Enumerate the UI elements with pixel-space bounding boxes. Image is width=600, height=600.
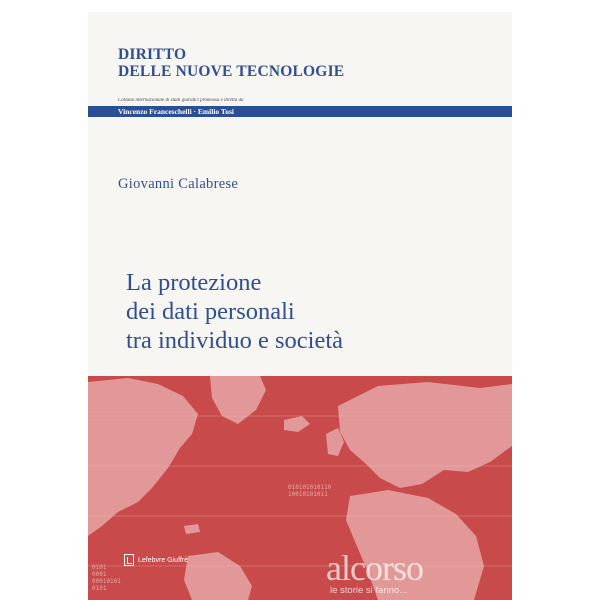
publisher-logo-icon bbox=[124, 554, 134, 566]
book-title-line-2: dei dati personali bbox=[126, 298, 295, 325]
publisher-logo bbox=[124, 554, 188, 566]
map-south-america bbox=[184, 552, 252, 600]
publisher-name: Lefebvre Giuffrè bbox=[138, 556, 189, 564]
series-note: Collana internazionale di studi giuridici promossa e diretta da bbox=[118, 98, 244, 103]
watermark-logo: alcorso bbox=[326, 548, 423, 588]
series-editors: Vincenzo Franceschelli · Emilio Tosi bbox=[118, 107, 234, 116]
map-north-america bbox=[88, 378, 198, 536]
map-europe bbox=[338, 382, 512, 488]
map-greenland bbox=[210, 376, 266, 424]
watermark bbox=[326, 548, 423, 596]
map-iceland bbox=[284, 416, 310, 432]
book-title-line-3: tra individuo e società bbox=[126, 327, 344, 354]
author-name: Giovanni Calabrese bbox=[118, 176, 239, 192]
series-title-line-1: DIRITTO bbox=[118, 46, 187, 63]
binary-digits-b: 0101 0001 00010101 0101 bbox=[92, 564, 121, 592]
series-title bbox=[118, 46, 344, 80]
world-map-band bbox=[88, 376, 512, 600]
book-title bbox=[126, 268, 343, 355]
series-title-line-2: DELLE NUOVE TECNOLOGIE bbox=[118, 63, 345, 80]
book-cover bbox=[88, 12, 512, 600]
book-title-line-1: La protezione bbox=[126, 269, 262, 296]
binary-digits-a: 010101010110 10010101011 bbox=[288, 484, 332, 498]
editors-bar bbox=[88, 106, 512, 117]
watermark-tagline: le storie si fanno... bbox=[330, 585, 408, 596]
map-caribbean bbox=[184, 524, 200, 534]
